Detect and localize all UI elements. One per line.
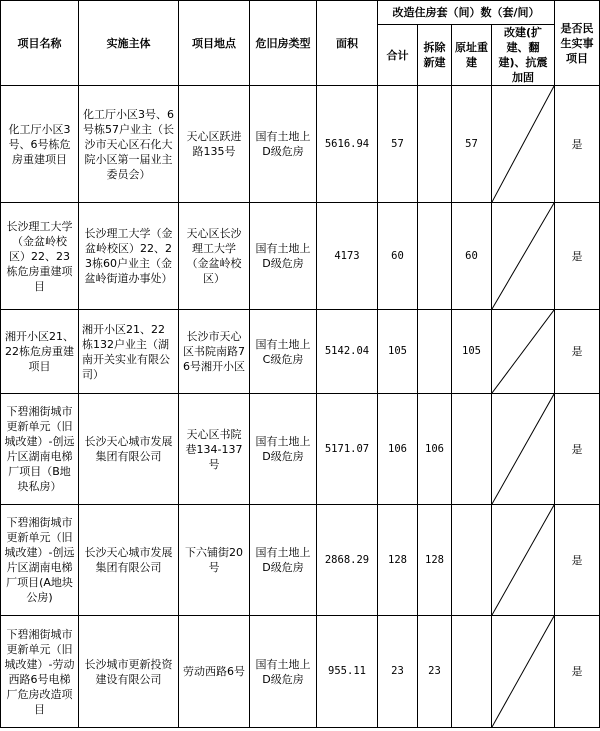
- project-entity: 化工厅小区3号、6号栋57户业主（长沙市天心区石化大院小区第一届业主委员会）: [79, 86, 179, 203]
- project-total: 60: [378, 203, 418, 310]
- table-row: [1, 505, 600, 616]
- project-livelihood: 是: [555, 394, 600, 505]
- project-improve-empty: [492, 394, 555, 505]
- header-rebuild: 原址重建: [452, 25, 492, 86]
- project-rebuild: 57: [452, 86, 492, 203]
- header-type: 危旧房类型: [250, 1, 317, 86]
- project-area: 5171.07: [317, 394, 378, 505]
- project-rebuild: [452, 394, 492, 505]
- project-livelihood: 是: [555, 505, 600, 616]
- project-location: 长沙市天心区书院南路76号湘开小区: [179, 310, 250, 394]
- project-name: 化工厅小区3号、6号栋危房重建项目: [1, 86, 79, 203]
- header-renovation-group: 改造住房套（间）数（套/间）: [378, 1, 555, 25]
- project-improve-empty: [492, 86, 555, 203]
- project-rebuild: 105: [452, 310, 492, 394]
- table-row: [1, 616, 600, 728]
- project-improve-empty: [492, 310, 555, 394]
- project-rebuild: [452, 505, 492, 616]
- project-location: 天心区长沙理工大学（金盆岭校区）: [179, 203, 250, 310]
- project-entity: 长沙理工大学（金盆岭校区）22、23栋60户业主（金盆岭街道办事处）: [79, 203, 179, 310]
- project-area: 955.11: [317, 616, 378, 728]
- project-livelihood: 是: [555, 616, 600, 728]
- project-demolish: [418, 310, 452, 394]
- project-total: 105: [378, 310, 418, 394]
- project-type: 国有土地上D级危房: [250, 394, 317, 505]
- project-area: 5142.04: [317, 310, 378, 394]
- project-livelihood: 是: [555, 310, 600, 394]
- project-livelihood: 是: [555, 86, 600, 203]
- project-type: 国有土地上C级危房: [250, 310, 317, 394]
- project-type: 国有土地上D级危房: [250, 616, 317, 728]
- project-location: 天心区跃进路135号: [179, 86, 250, 203]
- table-row: [1, 310, 600, 394]
- project-demolish: 106: [418, 394, 452, 505]
- header-demolish: 拆除新建: [418, 25, 452, 86]
- project-location: 天心区书院巷134-137号: [179, 394, 250, 505]
- project-demolish: 128: [418, 505, 452, 616]
- table-row: [1, 394, 600, 505]
- project-improve-empty: [492, 616, 555, 728]
- project-area: 2868.29: [317, 505, 378, 616]
- project-rebuild: 60: [452, 203, 492, 310]
- header-area: 面积: [317, 1, 378, 86]
- project-name: 下碧湘街城市更新单元（旧城改建）-劳动西路6号电梯厂危房改造项目: [1, 616, 79, 728]
- project-location: 劳动西路6号: [179, 616, 250, 728]
- project-type: 国有土地上D级危房: [250, 203, 317, 310]
- header-improve: 改建(扩建、翻建)、抗震加固: [492, 25, 555, 86]
- project-name: 长沙理工大学（金盆岭校区）22、23栋危房重建项目: [1, 203, 79, 310]
- header-entity: 实施主体: [79, 1, 179, 86]
- table-row: [1, 86, 600, 203]
- project-entity: 长沙天心城市发展集团有限公司: [79, 505, 179, 616]
- project-name: 湘开小区21、22栋危房重建项目: [1, 310, 79, 394]
- header-livelihood: 是否民生实事项目: [555, 1, 600, 86]
- project-demolish: 23: [418, 616, 452, 728]
- project-improve-empty: [492, 203, 555, 310]
- project-type: 国有土地上D级危房: [250, 505, 317, 616]
- project-entity: 湘开小区21、22栋132户业主（湖南开关实业有限公司）: [79, 310, 179, 394]
- project-total: 57: [378, 86, 418, 203]
- table-row: [1, 203, 600, 310]
- project-type: 国有土地上D级危房: [250, 86, 317, 203]
- header-name: 项目名称: [1, 1, 79, 86]
- project-entity: 长沙天心城市发展集团有限公司: [79, 394, 179, 505]
- project-area: 4173: [317, 203, 378, 310]
- project-improve-empty: [492, 505, 555, 616]
- project-location: 下六铺街20号: [179, 505, 250, 616]
- project-total: 106: [378, 394, 418, 505]
- project-demolish: [418, 86, 452, 203]
- header-location: 项目地点: [179, 1, 250, 86]
- project-total: 23: [378, 616, 418, 728]
- project-total: 128: [378, 505, 418, 616]
- project-area: 5616.94: [317, 86, 378, 203]
- project-livelihood: 是: [555, 203, 600, 310]
- project-name: 下碧湘街城市更新单元（旧城改建）-创远片区湖南电梯厂项目（B地块私房）: [1, 394, 79, 505]
- header-total: 合计: [378, 25, 418, 86]
- project-entity: 长沙城市更新投资建设有限公司: [79, 616, 179, 728]
- project-rebuild: [452, 616, 492, 728]
- project-demolish: [418, 203, 452, 310]
- project-name: 下碧湘街城市更新单元（旧城改建）-创远片区湖南电梯厂项目(A地块公房): [1, 505, 79, 616]
